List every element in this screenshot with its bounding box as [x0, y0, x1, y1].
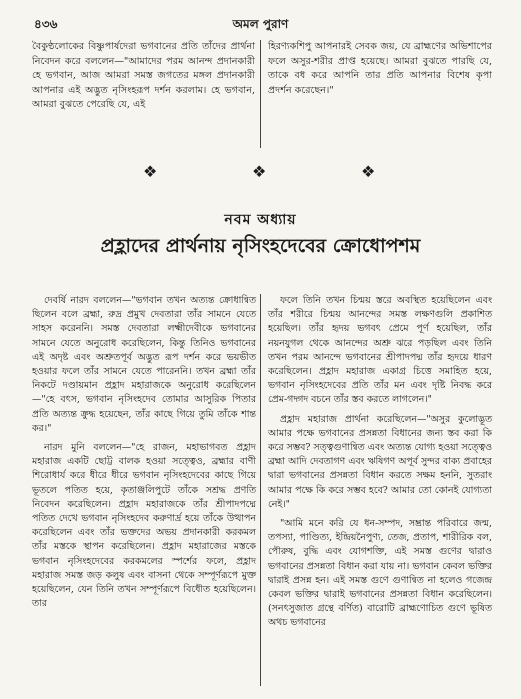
chapter-body — [32, 294, 492, 689]
ornament-icon: ❖ — [143, 162, 158, 181]
body-paragraph: প্রহ্লাদ মহারাজ প্রার্থনা করেছিলেন—"অসুর কুলোদ্ভূত আমার পক্ষে ভগবানের প্রসন্নতা বিধানের জন্য স্তব করা কি করে সম্ভব? সত্ত্বগুণান্বিত এবং অত্যন্ত যোগ্য হওয়া সত্ত্বেও ব্রহ্মা আদি দেবতাগণ এবং ঋষিগণ অপূর্ব সুন্দর বাক্য প্রবাহের দ্বারা ভগবানের প্রসন্নতা বিধান করতে সক্ষম হননি, সুতরাং আমার পক্ষে কি করে সম্ভব হবে? আমার তো কোনই যোগ্যতা নেই।" — [268, 413, 492, 510]
top-text-block — [32, 40, 492, 150]
top-right-column — [268, 40, 492, 98]
body-paragraph: নারদ মুনি বললেন—"হে রাজন, মহাভাগবত প্রহ্লাদ মহারাজ একটি ছোট্ট বালক হওয়া সত্ত্বেও, ব্রহ্মার বাণী শিরোধার্য করে ধীরে ধীরে ভগবান নৃসিংহদেবের কাছে গিয়ে ভূতলে পতিত হয়ে, কৃতাঞ্জলিপুটে তাঁকে সশ্রদ্ধ প্রণতি নিবেদন করেছিলেন। প্রহ্লাদ মহারাজকে তাঁর শ্রীপাদপদ্মে পতিত দেখে ভগবান নৃসিংহদেব করুণার্দ্র হয়ে তাঁকে উত্থাপন করেছিলেন এবং তাঁর ভক্তদের অভয় প্রদানকারী করকমল তাঁর মস্তকে স্থাপন করেছিলেন। প্রহ্লাদ মহারাজের মস্তকে ভগবান নৃসিংহদেবের করকমলের স্পর্শের ফলে, প্রহ্লাদ মহারাজ সমস্ত জড় কলুষ এবং বাসনা থেকে সম্পূর্ণরূপে মুক্ত হয়েছিলেন, যেন তিনি তখন সম্পূর্ণরূপে বিধৌত হয়েছিলেন। তার — [32, 442, 256, 610]
column-divider-top — [260, 40, 261, 148]
ornament-row — [0, 162, 521, 184]
ornament-icon: ❖ — [252, 162, 267, 181]
top-right-paragraph: হিরণ্যকশিপু আপনারই সেবক জয়, যে ব্রাহ্মণের অভিশাপের ফলে অসুর-শরীর প্রাপ্ত হয়েছে। আমরা বুঝতে পারছি যে, তাকে বধ করে আপনি তার প্রতি আপনার বিশেষ কৃপা প্রদর্শন করেছেন।" — [268, 41, 492, 96]
body-left-column — [32, 294, 256, 616]
column-divider-body — [260, 294, 261, 686]
body-right-column — [268, 294, 492, 636]
top-left-paragraph: বৈকুণ্ঠলোকের বিষ্ণুপার্ষদেরা ভগবানের প্রতি তাঁদের প্রার্থনা নিবেদন করে বললেন—"আমাদের পরম আনন্দ প্রদানকারী হে ভগবান, আজ আমরা সমস্ত জগতের মঙ্গল প্রদানকারী আপনার এই অদ্ভুত নৃসিংহরূপ দর্শন করলাম। হে ভগবান, আমরা বুঝতে পেরেছি যে, এই — [32, 41, 255, 111]
page-number: ৪৩৬ — [34, 17, 58, 31]
page-header — [34, 16, 487, 34]
ornament-icon: ❖ — [361, 162, 376, 181]
chapter-title: প্রহ্লাদের প্রার্থনায় নৃসিংহদেবের ক্রোধোপশম — [100, 235, 421, 257]
top-left-column — [32, 40, 255, 113]
chapter-label: নবম অধ্যায় — [224, 212, 297, 228]
running-title: অমল পুরাণ — [232, 17, 289, 31]
body-paragraph: ফলে তিনি তখন চিন্ময় স্তরে অবস্থিত হয়েছিলেন এবং তাঁর শরীরে চিন্ময় আনন্দের সমস্ত লক্ষণগুলি প্রকাশিত হয়েছিল। তাঁর হৃদয় ভগবৎ প্রেমে পূর্ণ হয়েছিল, তাঁর নয়নযুগল থেকে আনন্দের অশ্রু ঝরে পড়ছিল এবং তিনি তখন পরম আনন্দে ভগবানের শ্রীপাদপদ্ম তাঁর হৃদয়ে ধারণ করেছিলেন। প্রহ্লাদ মহারাজ একাগ্র চিত্তে সমাহিত হয়ে, ভগবান নৃসিংহদেবের প্রতি তাঁর মন এবং দৃষ্টি নিবদ্ধ করে প্রেম-গদ্গদ বচনে তাঁর স্তব করতে লাগলেন।" — [268, 295, 492, 406]
body-paragraph: দেবর্ষি নারদ বললেন—"ভগবান তখন অত্যন্ত ক্রোধান্বিত ছিলেন বলে ব্রহ্মা, রুদ্র প্রমুখ দেবতারা তাঁর সামনে যেতে সাহস করেননি। সমস্ত দেবতারা লক্ষ্মীদেবীকে ভগবানের সামনে যেতে অনুরোধ করেছিলেন, কিন্তু তিনিও ভগবানের এই অদৃষ্ট এবং অশ্রুতপূর্ব অদ্ভুত রূপ দর্শন করে ভয়ভীত হওয়ার ফলে তাঁর সামনে যেতে পারেননি। তখন ব্রহ্মা তাঁর নিকটে দণ্ডায়মান প্রহ্লাদ মহারাজকে অনুরোধ করেছিলেন—"হে বৎস, ভগবান নৃসিংহদেব তোমার আসুরিক পিতার প্রতি অত্যন্ত ক্রুদ্ধ হয়েছেন, তাঁর কাছে গিয়ে তুমি তাঁকে শান্ত কর।" — [32, 295, 256, 434]
body-paragraph: "আমি মনে করি যে ধন-সম্পদ, সম্ভ্রান্ত পরিবারে জন্ম, তপস্যা, পাণ্ডিত্য, ইন্দ্রিয়নৈপুণ্য, তেজ, প্রতাপ, শারীরিক বল, পৌরুষ, বুদ্ধি এবং যোগশক্তি, এই সমস্ত গুণের দ্বারাও ভগবানের প্রসন্নতা বিধান করা যায় না। ভগবান কেবল ভক্তির দ্বারাই প্রসন্ন হন। এই সমস্ত গুণে গুণান্বিত না হলেও গজেন্দ্র কেবল ভক্তির দ্বারাই ভগবানের প্রসন্নতা বিধান করেছিলেন। (সনৎসুজাত গ্রন্থে বর্ণিত) বারোটি ব্রাহ্মণোচিত গুণে ভূষিত অথচ ভগবানের — [268, 518, 492, 629]
